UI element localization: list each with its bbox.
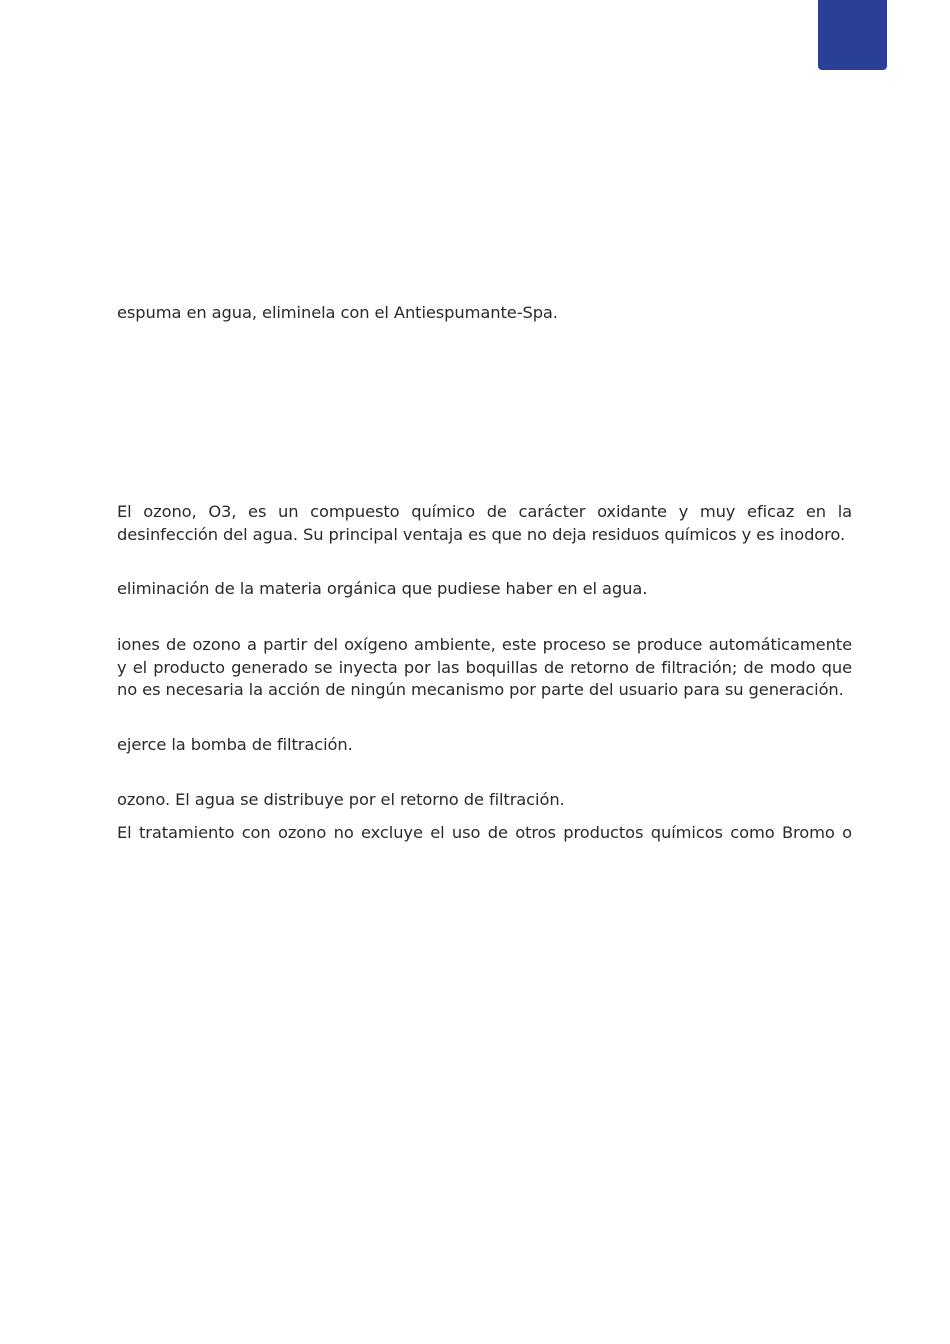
paragraph-bomba-filtracion: ejerce la bomba de filtración. — [117, 735, 353, 754]
paragraph-antiespumante: espuma en agua, eliminela con el Antiespumante-Spa. — [117, 303, 558, 322]
page-corner-tab — [818, 0, 887, 70]
paragraph-materia-organica: eliminación de la materia orgánica que pudiese haber en el agua. — [117, 579, 648, 598]
paragraph-tratamiento-ozono: El tratamiento con ozono no excluye el uso de otros productos químicos como Bromo o — [117, 823, 852, 842]
paragraph-generacion-ozono: iones de ozono a partir del oxígeno ambiente, este proceso se produce automáticamente y el producto generado se inyecta por las boquillas de retorno de filtración; de modo que no es necesaria la acción de ningún mecanismo por parte del usuario para su generación. — [117, 635, 852, 699]
paragraph-retorno-filtracion: ozono. El agua se distribuye por el retorno de filtración. — [117, 790, 565, 809]
paragraph-ozono-intro: El ozono, O3, es un compuesto químico de carácter oxidante y muy eficaz en la desinfección del agua. Su principal ventaja es que no deja residuos químicos y es inodoro. — [117, 502, 852, 544]
